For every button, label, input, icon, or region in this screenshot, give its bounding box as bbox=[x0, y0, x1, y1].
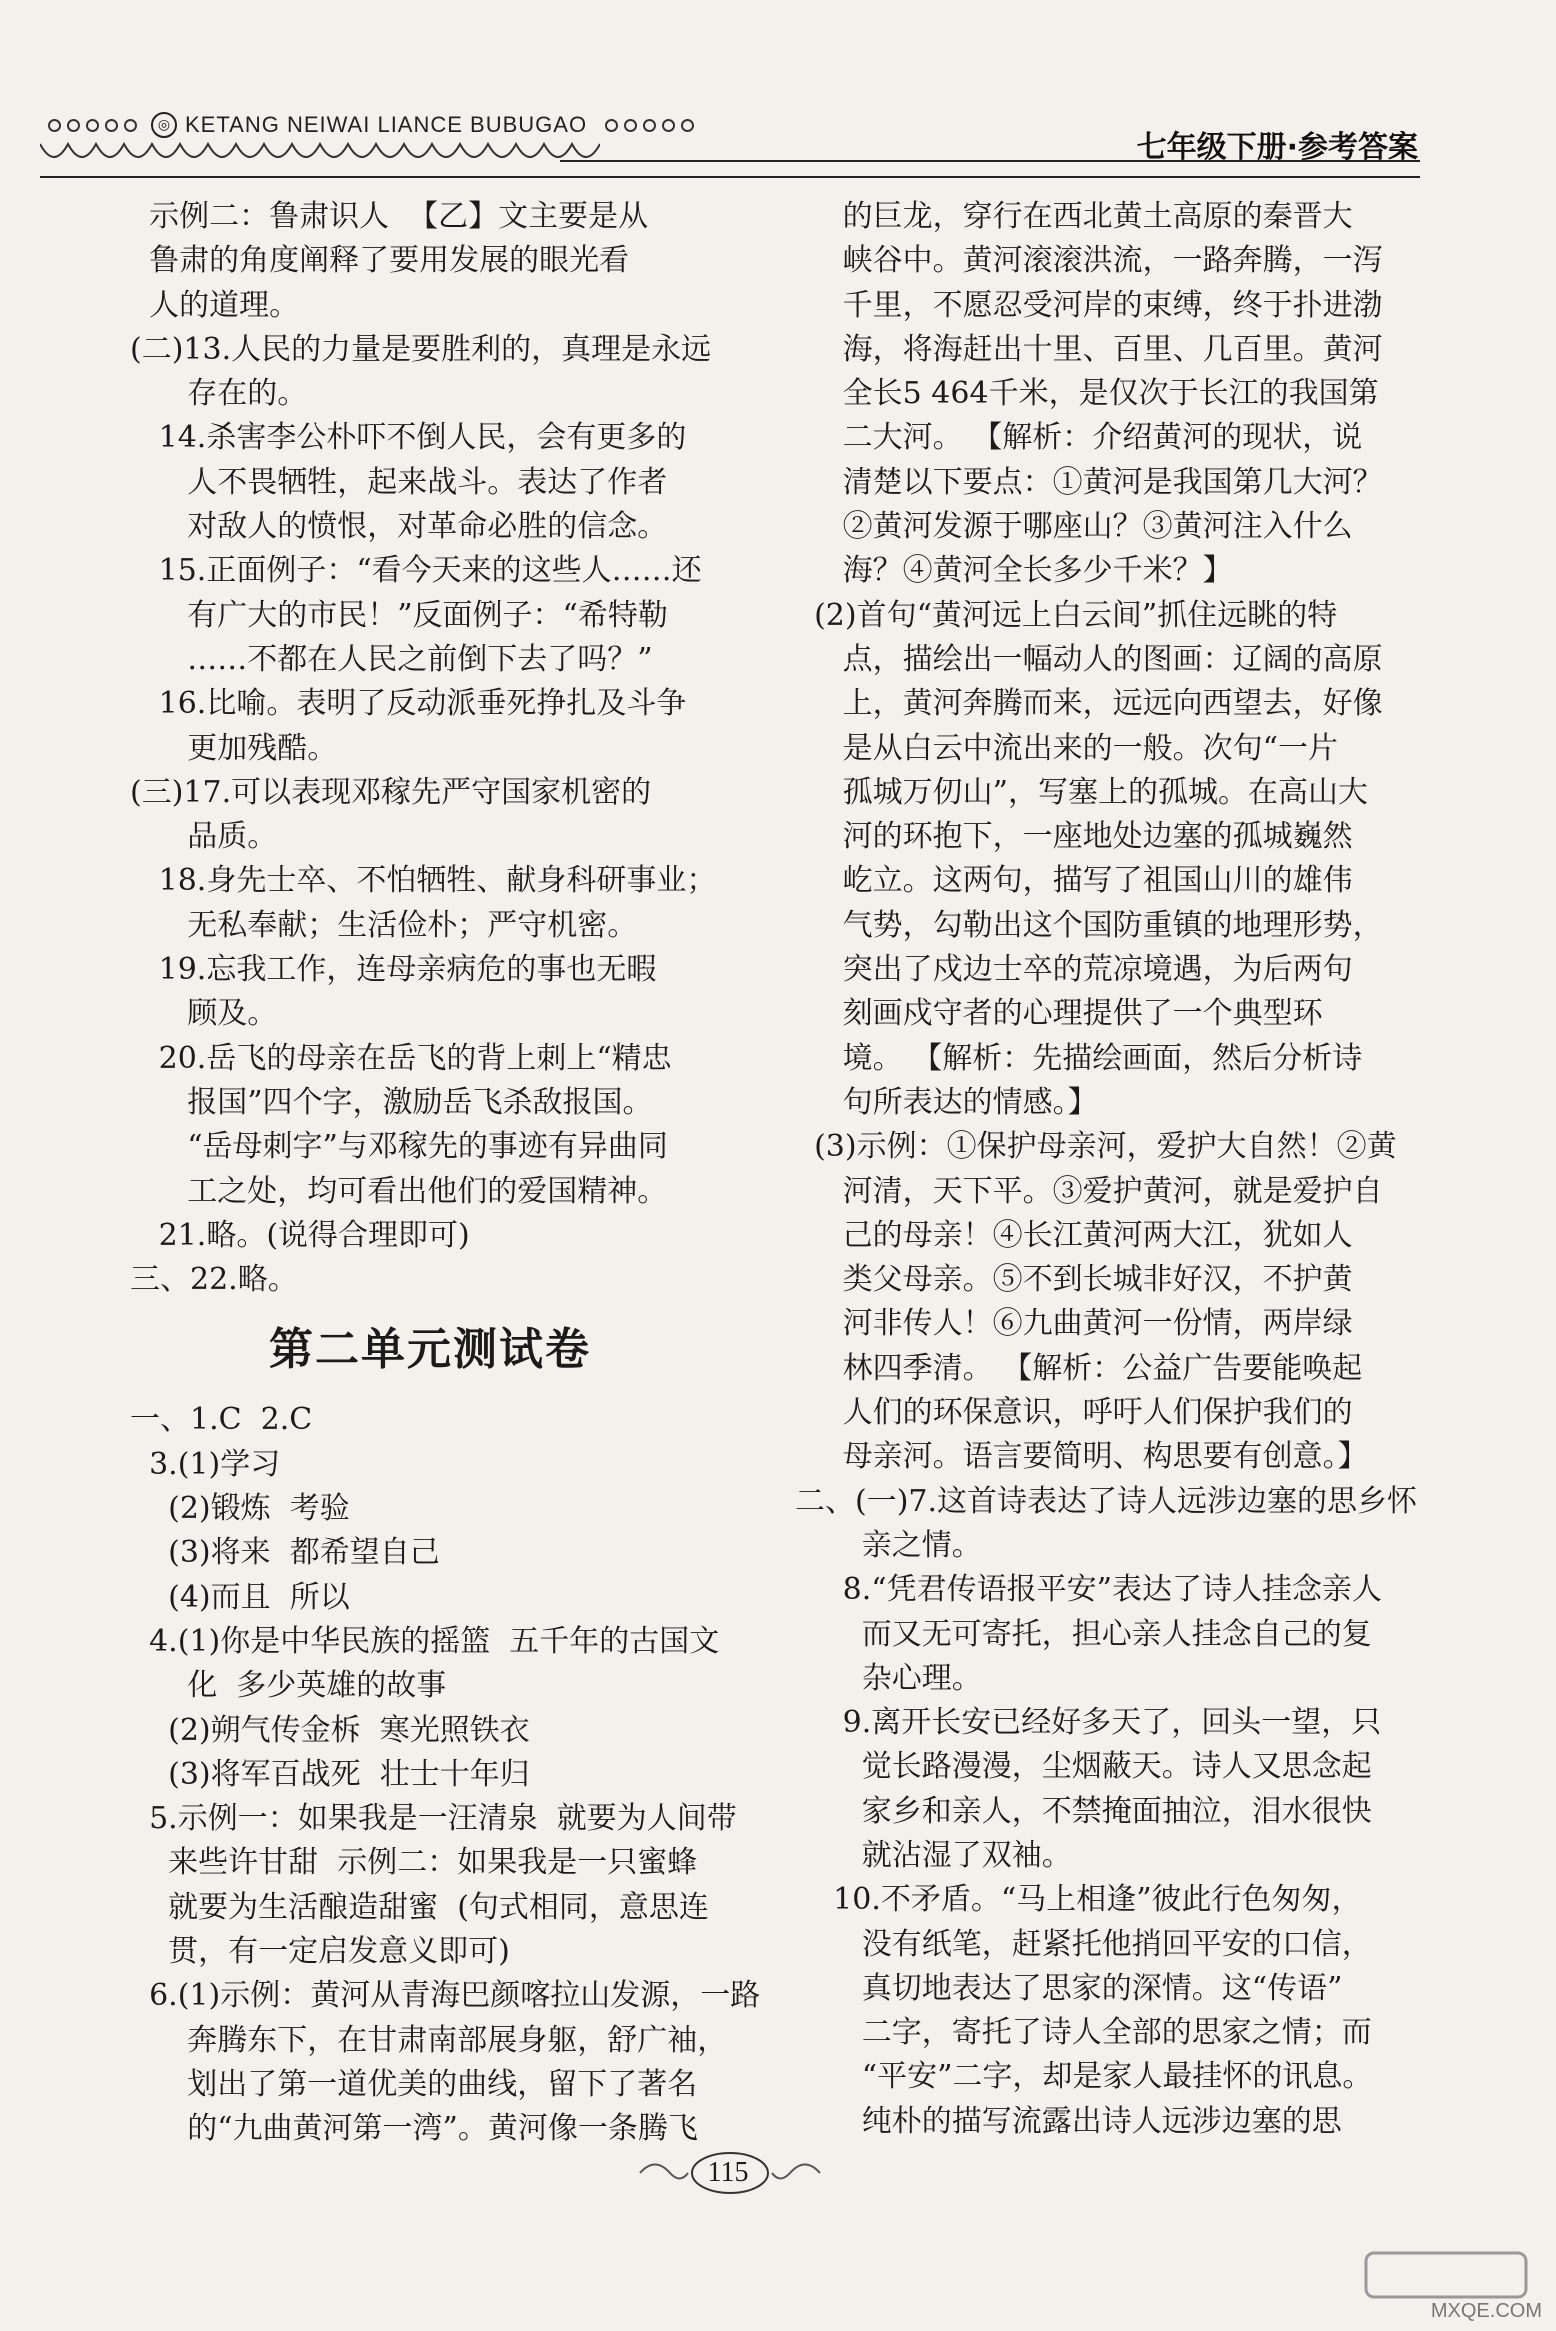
text-line: 刻画戍守者的心理提供了一个典型环 bbox=[795, 996, 1323, 1032]
text-line: (2)锻炼 考验 bbox=[130, 1491, 350, 1527]
text-line: 20.岳飞的母亲在岳飞的背上刺上“精忠 bbox=[130, 1040, 672, 1076]
text-line: (2)首句“黄河远上白云间”抓住远眺的特 bbox=[795, 597, 1338, 633]
text-line: ②黄河发源于哪座山？③黄河注入什么 bbox=[795, 509, 1353, 545]
text-line: 鲁肃的角度阐释了要用发展的眼光看 bbox=[130, 243, 630, 279]
logo-icon: ◎ bbox=[151, 112, 177, 138]
text-line: 河的环抱下，一座地处边塞的孤城巍然 bbox=[795, 819, 1353, 855]
text-line: 贯，有一定启发意义即可) bbox=[130, 1933, 510, 1969]
text-line: 觉长路漫漫，尘烟蔽天。诗人又思念起 bbox=[795, 1749, 1372, 1785]
text-line: 4.(1)你是中华民族的摇篮 五千年的古国文 bbox=[130, 1623, 720, 1659]
text-line: 屹立。这两句，描写了祖国山川的雄伟 bbox=[795, 863, 1353, 899]
text-line: ……不都在人民之前倒下去了吗？” bbox=[130, 641, 653, 677]
text-line: 峡谷中。黄河滚滚洪流，一路奔腾，一泻 bbox=[795, 243, 1383, 279]
text-line: 19.忘我工作，连母亲病危的事也无暇 bbox=[130, 952, 657, 988]
text-line: 就要为生活酿造甜蜜 (句式相同，意思连 bbox=[130, 1889, 709, 1925]
scallop-border-icon bbox=[40, 140, 600, 172]
header-rule-lower bbox=[40, 176, 1420, 178]
text-line: (3)示例：①保护母亲河，爱护大自然！②黄 bbox=[795, 1129, 1397, 1165]
text-line: 杂心理。 bbox=[795, 1660, 982, 1696]
text-line: 河清，天下平。③爱护黄河，就是爱护自 bbox=[795, 1173, 1383, 1209]
text-line: 母亲河。语言要简明、构思要有创意。】 bbox=[795, 1439, 1368, 1475]
text-line: “平安”二字，却是家人最挂怀的讯息。 bbox=[795, 2059, 1373, 2095]
text-line: 的巨龙，穿行在西北黄土高原的秦晋大 bbox=[795, 199, 1353, 234]
right-column bbox=[795, 195, 1418, 2144]
text-line: 点，描绘出一幅动人的图画：辽阔的高原 bbox=[795, 641, 1383, 677]
text-line: 己的母亲！④长江黄河两大江，犹如人 bbox=[795, 1217, 1353, 1253]
text-line: 奔腾东下，在甘肃南部展身躯，舒广袖， bbox=[130, 2022, 728, 2058]
text-line: 三、22.略。 bbox=[130, 1262, 298, 1298]
page-header bbox=[0, 0, 1556, 200]
text-line: 气势，勾勒出这个国防重镇的地理形势， bbox=[795, 907, 1383, 943]
text-line: 二字，寄托了诗人全部的思家之情；而 bbox=[795, 2015, 1372, 2051]
text-line: 没有纸笔，赶紧托他捎回平安的口信， bbox=[795, 1926, 1372, 1962]
text-line: 海？④黄河全长多少千米？】 bbox=[795, 553, 1233, 589]
text-line: 境。 【解析：先描绘画面，然后分析诗 bbox=[795, 1040, 1363, 1076]
text-line: 6.(1)示例：黄河从青海巴颜喀拉山发源，一路 bbox=[130, 1978, 761, 2014]
text-line: 16.比喻。表明了反动派垂死挣扎及斗争 bbox=[130, 686, 687, 722]
text-line: 更加残酷。 bbox=[130, 730, 338, 766]
text-line: 千里，不愿忍受河岸的束缚，终于扑进渤 bbox=[795, 287, 1383, 323]
text-line: 5.示例一：如果我是一汪清泉 就要为人间带 bbox=[130, 1801, 737, 1837]
text-line: 对敌人的愤恨，对革命必胜的信念。 bbox=[130, 509, 668, 545]
text-line: 14.杀害李公朴吓不倒人民，会有更多的 bbox=[130, 420, 687, 456]
text-line: 是从白云中流出来的一般。次句“一片 bbox=[795, 730, 1339, 766]
text-line: 3.(1)学习 bbox=[130, 1446, 281, 1482]
page-number: 115 bbox=[707, 2157, 749, 2188]
text-line: 无私奉献；生活俭朴；严守机密。 bbox=[130, 907, 638, 943]
watermark-text: MXQE.COM bbox=[1430, 2300, 1542, 2322]
brand-text: KETANG NEIWAI LIANCE BUBUGAO bbox=[185, 112, 588, 137]
text-line: 句所表达的情感。】 bbox=[795, 1084, 1098, 1120]
text-line: 来些许甘甜 示例二：如果我是一只蜜蜂 bbox=[130, 1845, 698, 1881]
text-line: 海，将海赶出十里、百里、几百里。黄河 bbox=[795, 331, 1383, 367]
text-line: 工之处，均可看出他们的爱国精神。 bbox=[130, 1173, 668, 1209]
text-line: 示例二：鲁肃识人 【乙】文主要是从 bbox=[130, 199, 649, 234]
text-line: 二、(一)7.这首诗表达了诗人远涉边塞的思乡怀 bbox=[795, 1483, 1418, 1519]
text-line: 顾及。 bbox=[130, 996, 278, 1032]
text-line: 人们的环保意识，呼吁人们保护我们的 bbox=[795, 1395, 1353, 1431]
text-line: 孤城万仞山”，写塞上的孤城。在高山大 bbox=[795, 774, 1369, 810]
text-line: 10.不矛盾。“马上相逢”彼此行色匆匆， bbox=[795, 1882, 1362, 1918]
text-line: (2)朔气传金柝 寒光照铁衣 bbox=[130, 1712, 530, 1748]
text-line: 亲之情。 bbox=[795, 1527, 982, 1563]
text-line: 人不畏牺牲，起来战斗。表达了作者 bbox=[130, 464, 668, 500]
text-line: 真切地表达了思家的深情。这“传语” bbox=[795, 1970, 1343, 2006]
decorative-dots-right bbox=[605, 119, 694, 132]
text-line: 人的道理。 bbox=[130, 287, 300, 323]
text-line: 清楚以下要点：①黄河是我国第几大河？ bbox=[795, 464, 1383, 500]
brand-row bbox=[48, 112, 694, 138]
text-line: 家乡和亲人，不禁掩面抽泣，泪水很快 bbox=[795, 1793, 1372, 1829]
text-line: 林四季清。 【解析：公益广告要能唤起 bbox=[795, 1350, 1363, 1386]
text-line: 纯朴的描写流露出诗人远涉边塞的思 bbox=[795, 2103, 1342, 2139]
text-line: 品质。 bbox=[130, 819, 278, 855]
text-line: (二)13.人民的力量是要胜利的，真理是永远 bbox=[130, 331, 712, 367]
text-line: “岳母刺字”与邓稼先的事迹有异曲同 bbox=[130, 1129, 668, 1165]
text-line: 一、1.C 2.C bbox=[130, 1402, 313, 1438]
text-line: 21.略。(说得合理即可) bbox=[130, 1217, 470, 1253]
text-line: 突出了戍边士卒的荒凉境遇，为后两句 bbox=[795, 952, 1353, 988]
text-line: (3)将军百战死 壮士十年归 bbox=[130, 1756, 530, 1792]
text-line: 化 多少英雄的故事 bbox=[130, 1668, 447, 1704]
text-line: 18.身先士卒、不怕牺牲、献身科研事业； bbox=[130, 863, 717, 899]
text-line: (4)而且 所以 bbox=[130, 1579, 350, 1615]
section-heading: 第二单元测试卷 bbox=[269, 1324, 591, 1376]
book-title: 七年级下册·参考答案 bbox=[1136, 130, 1418, 165]
text-line: 类父母亲。⑤不到长城非好汉，不护黄 bbox=[795, 1262, 1353, 1298]
text-line: 的“九曲黄河第一湾”。黄河像一条腾飞 bbox=[130, 2111, 698, 2147]
text-line: 河非传人！⑥九曲黄河一份情，两岸绿 bbox=[795, 1306, 1353, 1342]
text-line: 9.离开长安已经好多天了，回头一望，只 bbox=[795, 1705, 1382, 1741]
text-line: 上，黄河奔腾而来，远远向西望去，好像 bbox=[795, 686, 1383, 722]
text-line: (3)将来 都希望自己 bbox=[130, 1535, 440, 1571]
text-line: 二大河。 【解析：介绍黄河的现状，说 bbox=[795, 420, 1363, 456]
text-line: 划出了第一道优美的曲线，留下了著名 bbox=[130, 2066, 698, 2102]
text-line: 全长5 464千米，是仅次于长江的我国第 bbox=[795, 376, 1379, 412]
left-column bbox=[130, 195, 761, 2151]
text-line: 就沾湿了双袖。 bbox=[795, 1837, 1072, 1873]
text-line: 15.正面例子：“看今天来的这些人……还 bbox=[130, 553, 702, 589]
text-line: 有广大的市民！”反面例子：“希特勒 bbox=[130, 597, 668, 633]
text-line: 存在的。 bbox=[130, 376, 308, 412]
text-line: (三)17.可以表现邓稼先严守国家机密的 bbox=[130, 774, 652, 810]
text-line: 而又无可寄托，担心亲人挂念自己的复 bbox=[795, 1616, 1372, 1652]
decorative-dots-left bbox=[48, 119, 137, 132]
text-line: 8.“凭君传语报平安”表达了诗人挂念亲人 bbox=[795, 1572, 1382, 1608]
text-line: 报国”四个字，激励岳飞杀敌报国。 bbox=[130, 1084, 653, 1120]
